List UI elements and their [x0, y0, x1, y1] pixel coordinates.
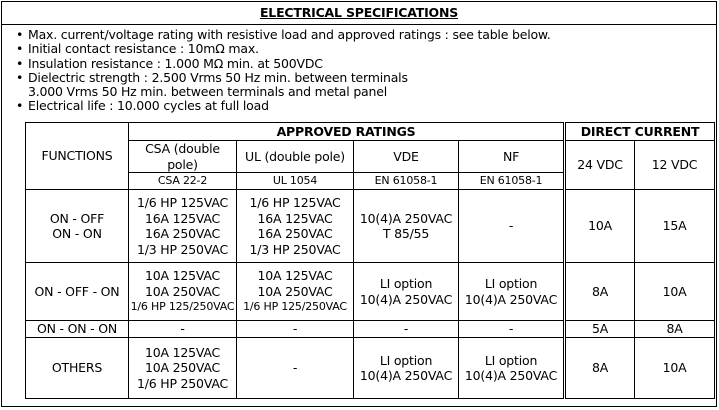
- vde-cell: LI option 10(4)A 250VAC: [354, 263, 459, 321]
- bullet-dielectric-strength-panel: 3.000 Vrms 50 Hz min. between terminals and metal panel: [28, 84, 387, 100]
- nf-cell: LI option 10(4)A 250VAC: [459, 263, 565, 321]
- col-nf-name: NF: [459, 141, 565, 173]
- dc12-cell: 8A: [635, 321, 715, 338]
- dc12-cell: 10A: [635, 338, 715, 399]
- function-cell: ON - OFF ON - ON: [26, 190, 129, 263]
- spec-sheet: [1, 1, 717, 407]
- dc24-cell: 8A: [565, 338, 635, 399]
- direct-current-header: DIRECT CURRENT: [565, 123, 715, 141]
- col-csa-name: CSA (double pole): [129, 141, 237, 173]
- bullet-contact-resistance: • Initial contact resistance : 10mΩ max.: [16, 42, 706, 56]
- nf-cell: -: [459, 321, 565, 338]
- ul-cell: -: [237, 321, 354, 338]
- col-12vdc: 12 VDC: [635, 141, 715, 190]
- section-title: ELECTRICAL SPECIFICATIONS: [2, 2, 716, 25]
- function-cell: OTHERS: [26, 338, 129, 399]
- csa-cell: 10A 125VAC 10A 250VAC 1/6 HP 125/250VAC: [129, 263, 237, 321]
- function-cell: ON - ON - ON: [26, 321, 129, 338]
- function-cell: ON - OFF - ON: [26, 263, 129, 321]
- col-ul-std: UL 1054: [237, 173, 354, 190]
- table-row: [26, 338, 715, 399]
- table-row: [26, 190, 715, 263]
- bullet-insulation-resistance: • Insulation resistance : 1.000 MΩ min. at 500VDC: [16, 57, 706, 71]
- ul-cell: 10A 125VAC 10A 250VAC 1/6 HP 125/250VAC: [237, 263, 354, 321]
- col-vde-name: VDE: [354, 141, 459, 173]
- functions-header: FUNCTIONS: [26, 123, 129, 190]
- dc12-cell: 10A: [635, 263, 715, 321]
- dc24-cell: 10A: [565, 190, 635, 263]
- ul-cell: 1/6 HP 125VAC 16A 125VAC 16A 250VAC 1/3 HP 250VAC: [237, 190, 354, 263]
- col-csa-std: CSA 22-2: [129, 173, 237, 190]
- approved-ratings-header: APPROVED RATINGS: [129, 123, 565, 141]
- dc12-cell: 15A: [635, 190, 715, 263]
- csa-cell: 1/6 HP 125VAC 16A 125VAC 16A 250VAC 1/3 HP 250VAC: [129, 190, 237, 263]
- nf-cell: -: [459, 190, 565, 263]
- ratings-table: [25, 122, 715, 399]
- dc24-cell: 5A: [565, 321, 635, 338]
- nf-cell: LI option 10(4)A 250VAC: [459, 338, 565, 399]
- col-nf-std: EN 61058-1: [459, 173, 565, 190]
- table-row: [26, 321, 715, 338]
- csa-cell: -: [129, 321, 237, 338]
- bullet-electrical-life: • Electrical life : 10.000 cycles at full load: [16, 99, 706, 113]
- bullet-max-rating: • Max. current/voltage rating with resistive load and approved ratings : see table below.: [16, 28, 706, 42]
- csa-cell: 10A 125VAC 10A 250VAC 1/6 HP 250VAC: [129, 338, 237, 399]
- ul-cell: -: [237, 338, 354, 399]
- vde-cell: 10(4)A 250VAC T 85/55: [354, 190, 459, 263]
- vde-cell: -: [354, 321, 459, 338]
- table-row: [26, 263, 715, 321]
- dc24-cell: 8A: [565, 263, 635, 321]
- vde-cell: LI option 10(4)A 250VAC: [354, 338, 459, 399]
- bullet-dielectric-strength: • Dielectric strength : 2.500 Vrms 50 Hz min. between terminals: [16, 71, 706, 85]
- col-ul-name: UL (double pole): [237, 141, 354, 173]
- spec-bullet-list: [16, 28, 706, 114]
- col-vde-std: EN 61058-1: [354, 173, 459, 190]
- col-24vdc: 24 VDC: [565, 141, 635, 190]
